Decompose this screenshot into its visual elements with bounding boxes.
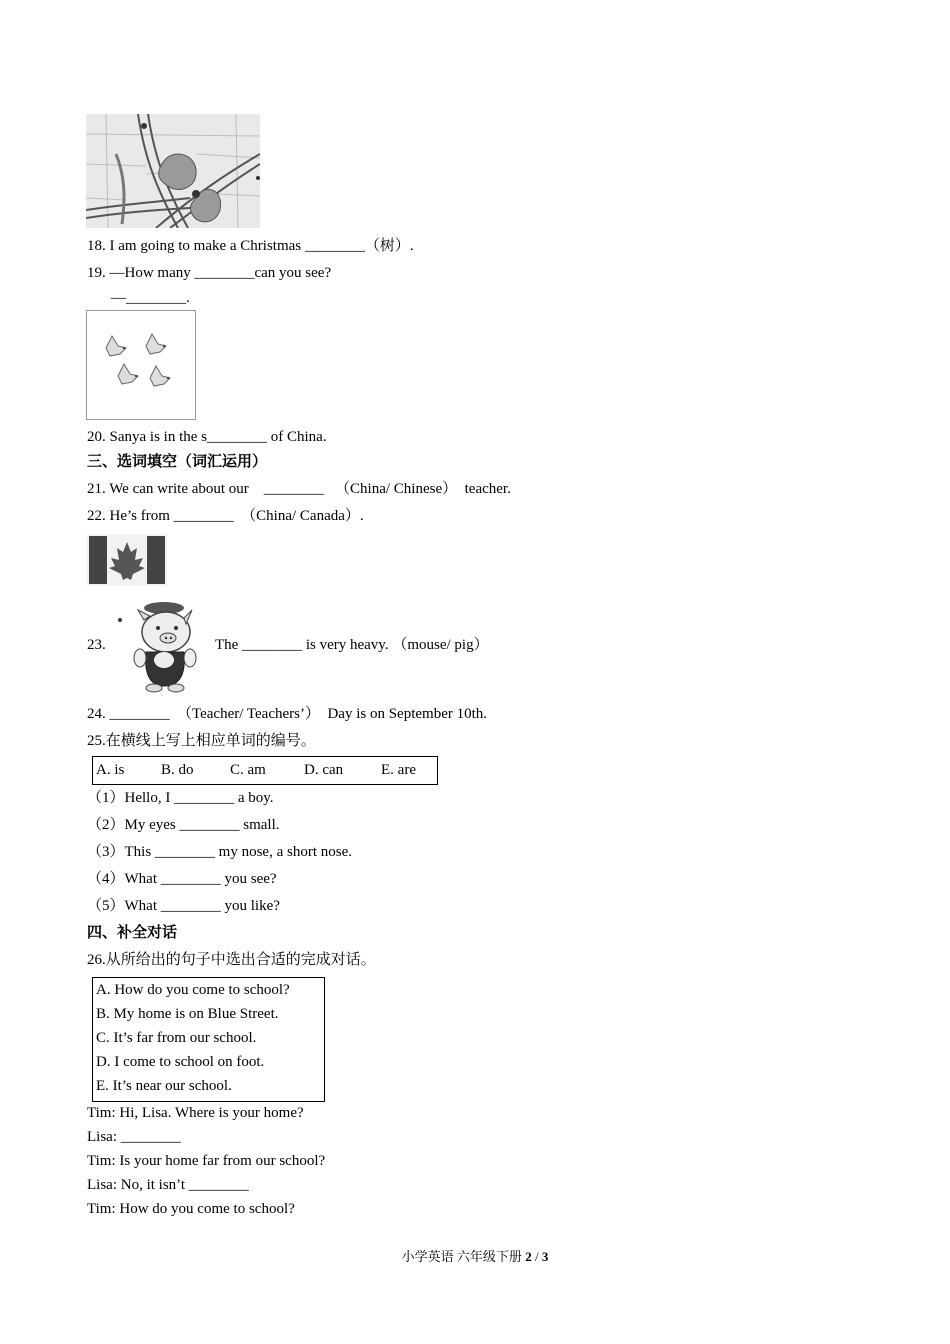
- question-25-item: （5）What ________ you like?: [87, 898, 280, 914]
- dialogue-line: Tim: Hi, Lisa. Where is your home?: [87, 1105, 304, 1121]
- option-b: B. do: [161, 762, 194, 778]
- question-25-item: （1）Hello, I ________ a boy.: [87, 790, 274, 806]
- question-21: 21. We can write about our ________ （China/ Chinese） teacher.: [87, 481, 511, 497]
- dialogue-option-a: A. How do you come to school?: [96, 982, 290, 998]
- question-24: 24. ________ （Teacher/ Teachers’） Day is on September 10th.: [87, 706, 488, 722]
- option-a: A. is: [96, 762, 125, 778]
- question-26-title: 26.从所给出的句子中选出合适的完成对话。: [87, 952, 376, 968]
- question-26-options-box: [92, 977, 325, 1102]
- footer-page-number: 2: [525, 1249, 532, 1264]
- dialogue-line: Lisa: ________: [87, 1129, 181, 1145]
- footer-separator: /: [531, 1249, 542, 1264]
- dialogue-line: Lisa: No, it isn’t ________: [87, 1177, 249, 1193]
- question-20: 20. Sanya is in the s________ of China.: [87, 429, 327, 445]
- dialogue-option-e: E. It’s near our school.: [96, 1078, 232, 1094]
- question-19-line2: —________.: [111, 290, 190, 306]
- canada-flag-illustration: [87, 534, 167, 586]
- footer-page-total: 3: [541, 1249, 549, 1264]
- dialogue-line: Tim: How do you come to school?: [87, 1201, 295, 1217]
- question-23-number: 23.: [87, 637, 106, 653]
- dialogue-line: Tim: Is your home far from our school?: [87, 1153, 326, 1169]
- question-22: 22. He’s from ________ （China/ Canada）.: [87, 508, 364, 524]
- question-25-title: 25.在横线上写上相应单词的编号。: [87, 733, 316, 749]
- question-25-item: （4）What ________ you see?: [87, 871, 277, 887]
- birds-illustration: [86, 310, 196, 420]
- option-e: E. are: [381, 762, 416, 778]
- section-4-heading: 四、补全对话: [87, 925, 178, 941]
- question-25-options-box: [92, 756, 438, 785]
- page-footer: [0, 1246, 950, 1265]
- map-illustration: [86, 114, 260, 228]
- section-3-heading: 三、选词填空（词汇运用）: [87, 454, 268, 470]
- question-19-line1: 19. —How many ________can you see?: [87, 265, 332, 281]
- dialogue-option-b: B. My home is on Blue Street.: [96, 1006, 279, 1022]
- question-18: 18. I am going to make a Christmas ________（树）.: [87, 238, 414, 254]
- pig-illustration: [114, 594, 204, 694]
- question-25-item: （2）My eyes ________ small.: [87, 817, 280, 833]
- option-c: C. am: [230, 762, 266, 778]
- option-d: D. can: [304, 762, 344, 778]
- footer-text: 小学英语 六年级下册: [401, 1249, 526, 1264]
- question-25-item: （3）This ________ my nose, a short nose.: [87, 844, 352, 860]
- dialogue-option-d: D. I come to school on foot.: [96, 1054, 265, 1070]
- dialogue-option-c: C. It’s far from our school.: [96, 1030, 257, 1046]
- question-23-text: The ________ is very heavy. （mouse/ pig）: [215, 637, 489, 653]
